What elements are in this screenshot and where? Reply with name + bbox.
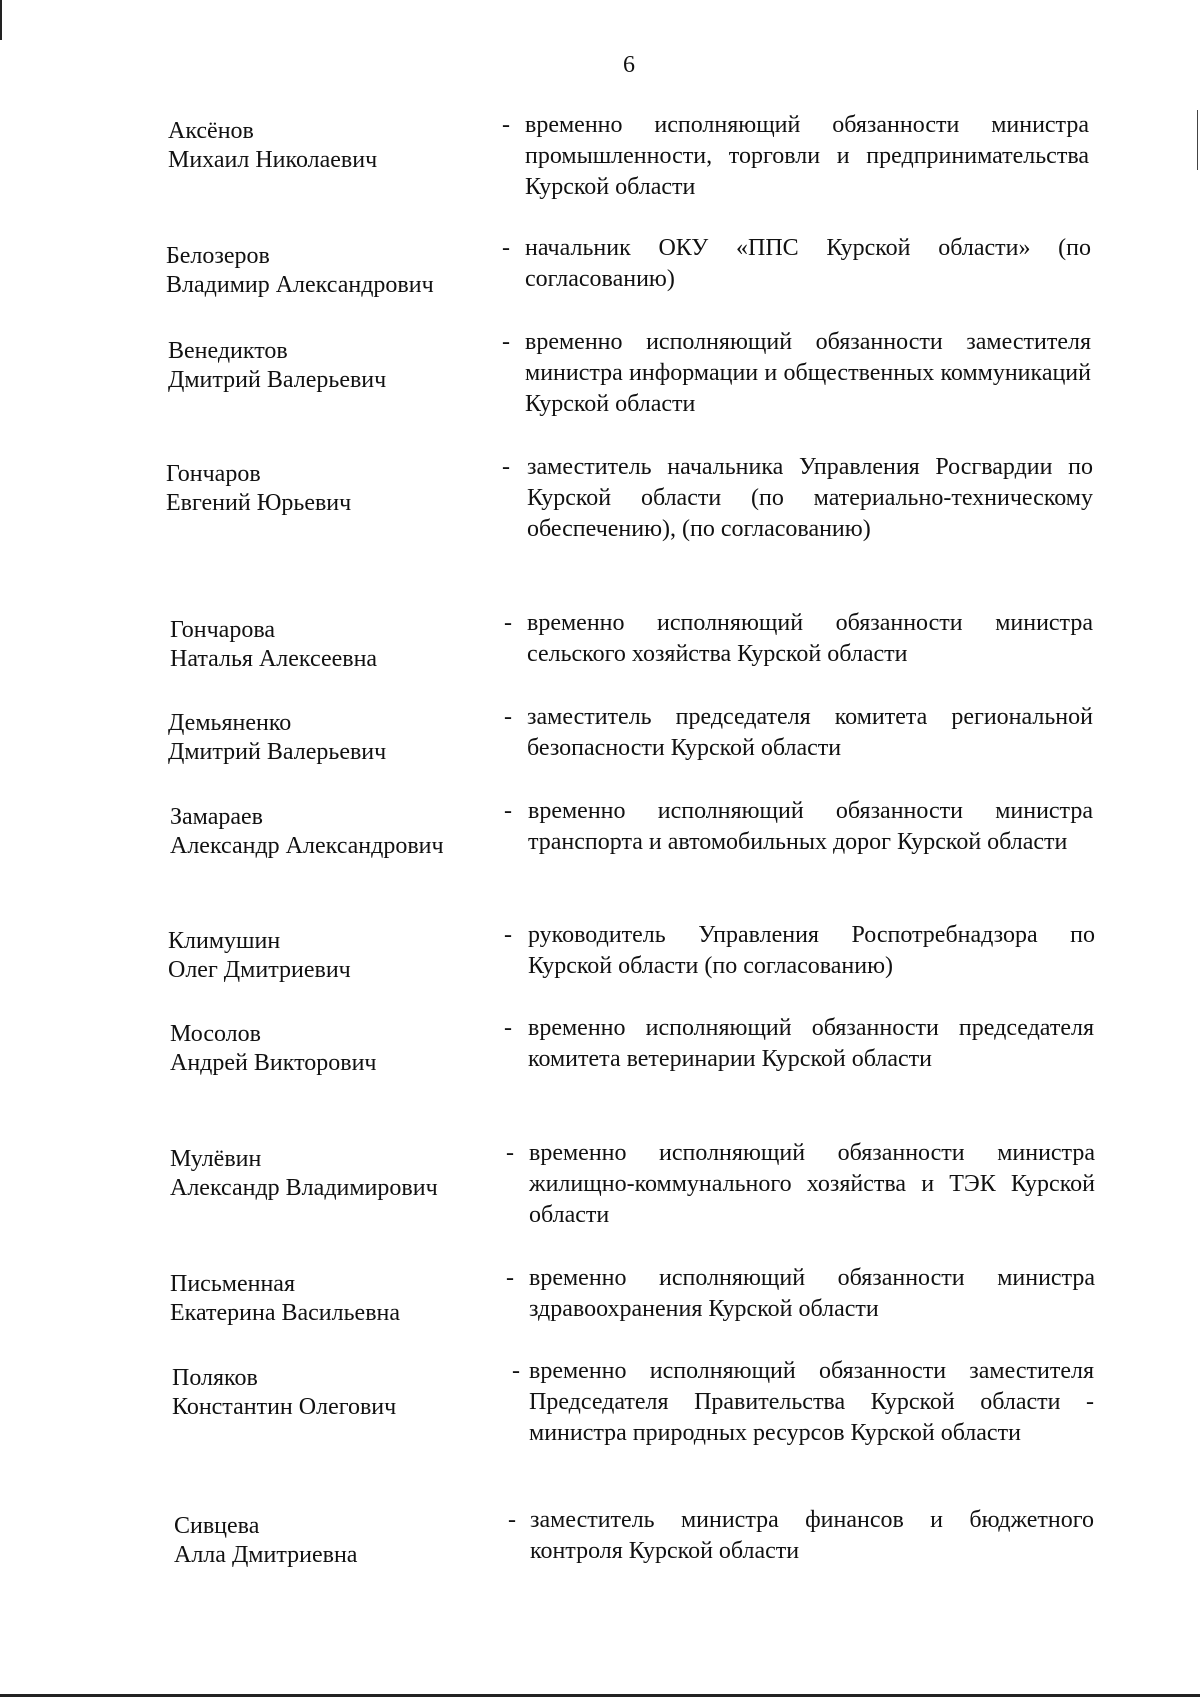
member-name (168, 927, 351, 985)
member-surname: Мосолов (170, 1021, 261, 1047)
member-role: временно исполняющий обязанности министра здравоохранения Курской области (529, 1265, 1095, 1322)
member-given-names: Наталья Алексеевна (170, 646, 378, 672)
separator-dash: - (508, 1507, 516, 1533)
member-given-names: Екатерина Васильевна (170, 1300, 401, 1326)
member-surname: Белозеров (166, 243, 270, 269)
separator-dash: - (504, 1015, 512, 1041)
member-name (170, 1020, 377, 1078)
member-role: временно исполняющий обязанности министра сельского хозяйства Курской области (527, 610, 1093, 667)
member-given-names: Константин Олегович (172, 1394, 397, 1420)
member-surname: Сивцева (174, 1513, 260, 1539)
separator-dash: - (504, 798, 512, 824)
member-name (168, 117, 377, 175)
member-name (174, 1512, 357, 1570)
member-role: временно исполняющий обязанности министра транспорта и автомобильных дорог Курской области (528, 798, 1093, 855)
member-role: временно исполняющий обязанности заместителя Председателя Правительства Курской области - министра природных ресурсов Курской области (529, 1358, 1094, 1446)
separator-dash: - (512, 1358, 520, 1384)
separator-dash: - (504, 922, 512, 948)
member-given-names: Михаил Николаевич (168, 147, 378, 173)
member-role: временно исполняющий обязанности министра промышленности, торговли и предпринимательства Курской области (525, 112, 1089, 200)
member-surname: Мулёвин (170, 1146, 262, 1172)
member-role: временно исполняющий обязанности министра жилищно-коммунального хозяйства и ТЭК Курской области (529, 1140, 1095, 1228)
member-name (170, 1270, 400, 1328)
member-name (166, 460, 351, 518)
separator-dash: - (504, 610, 512, 636)
member-given-names: Дмитрий Валерьевич (168, 367, 387, 393)
member-surname: Демьяненко (168, 710, 292, 736)
member-given-names: Алла Дмитриевна (174, 1542, 358, 1568)
member-name (170, 616, 377, 674)
member-surname: Замараев (170, 804, 263, 830)
member-given-names: Евгений Юрьевич (166, 490, 352, 516)
separator-dash: - (502, 235, 510, 261)
member-name (166, 242, 434, 300)
member-role: начальник ОКУ «ППС Курской области» (по согласованию) (525, 235, 1091, 292)
member-role: руководитель Управления Роспотребнадзора по Курской области (по согласованию) (528, 922, 1095, 979)
member-name (170, 803, 444, 861)
member-surname: Климушин (168, 928, 281, 954)
separator-dash: - (502, 112, 510, 138)
member-role: временно исполняющий обязанности председателя комитета ветеринарии Курской области (528, 1015, 1094, 1072)
scan-edge-right (1197, 110, 1198, 170)
member-given-names: Александр Александрович (170, 833, 444, 859)
member-name (168, 337, 386, 395)
member-role: заместитель министра финансов и бюджетного контроля Курской области (530, 1507, 1094, 1564)
member-surname: Гончаров (166, 461, 261, 487)
member-surname: Венедиктов (168, 338, 288, 364)
member-surname: Письменная (170, 1271, 295, 1297)
member-name (168, 709, 386, 767)
member-given-names: Дмитрий Валерьевич (168, 739, 387, 765)
separator-dash: - (502, 329, 510, 355)
separator-dash: - (502, 454, 510, 480)
member-given-names: Александр Владимирович (170, 1175, 438, 1201)
member-role: временно исполняющий обязанности заместителя министра информации и общественных коммуникаций Курской области (525, 329, 1091, 417)
member-role: заместитель начальника Управления Росгвардии по Курской области (по материально-техническому обеспечению), (по согласованию) (527, 454, 1093, 542)
member-surname: Гончарова (170, 617, 275, 643)
separator-dash: - (506, 1140, 514, 1166)
page-number: 6 (623, 52, 635, 78)
scan-edge-left (0, 0, 2, 40)
member-role: заместитель председателя комитета региональной безопасности Курской области (527, 704, 1093, 761)
member-name (172, 1364, 396, 1422)
member-given-names: Владимир Александрович (166, 272, 434, 298)
separator-dash: - (504, 704, 512, 730)
member-name (170, 1145, 438, 1203)
member-surname: Аксёнов (168, 118, 254, 144)
separator-dash: - (506, 1265, 514, 1291)
member-surname: Поляков (172, 1365, 258, 1391)
member-given-names: Андрей Викторович (170, 1050, 377, 1076)
member-given-names: Олег Дмитриевич (168, 957, 351, 983)
